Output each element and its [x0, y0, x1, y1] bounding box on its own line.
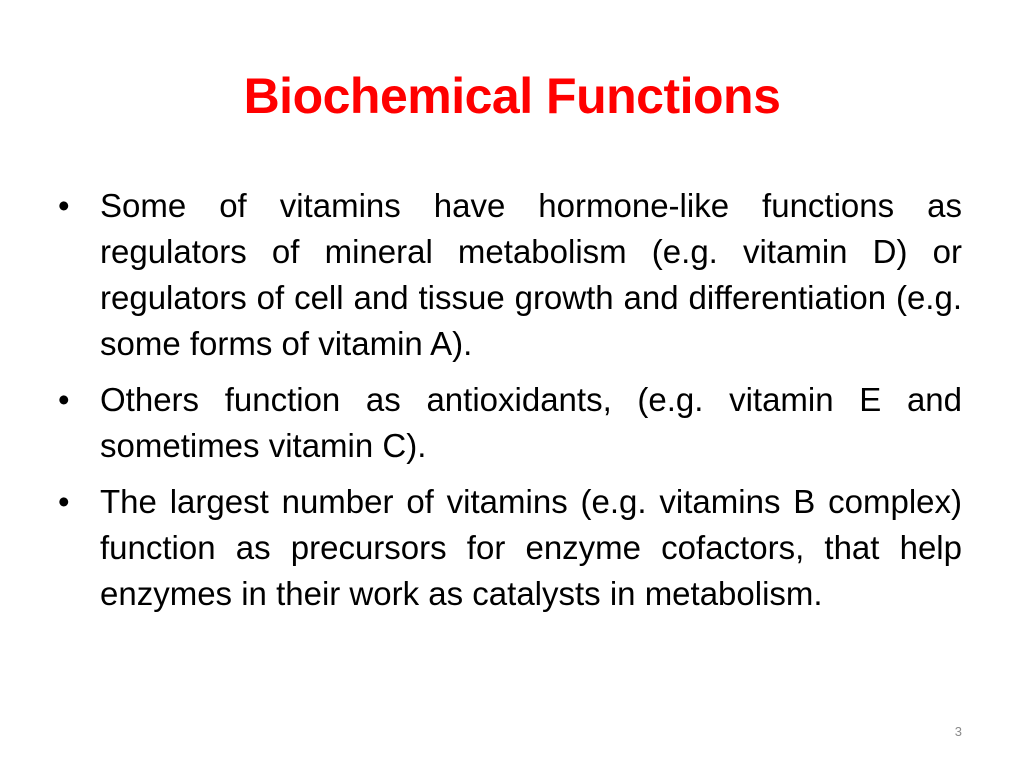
bullet-icon: • — [58, 381, 70, 418]
bullet-text: Some of vitamins have hormone-like functions as regulators of mineral metabolism (e.g. vitamin D) or regulators of cell and tissue growth and differentiation (e.g. some forms of vitamin A). — [100, 187, 962, 362]
bullet-text: The largest number of vitamins (e.g. vitamins B complex) function as precursors for enzyme cofactors, that help enzymes in their work as catalysts in metabolism. — [100, 483, 962, 612]
bullet-item-2 — [58, 377, 962, 469]
bullet-item-3 — [58, 479, 962, 617]
bullet-icon: • — [58, 483, 70, 520]
bullet-list — [58, 183, 962, 627]
page-number: 3 — [954, 724, 962, 739]
bullet-text: Others function as antioxidants, (e.g. vitamin E and sometimes vitamin C). — [100, 381, 962, 464]
bullet-icon: • — [58, 187, 70, 224]
bullet-item-1 — [58, 183, 962, 367]
slide-title: Biochemical Functions — [243, 68, 781, 124]
